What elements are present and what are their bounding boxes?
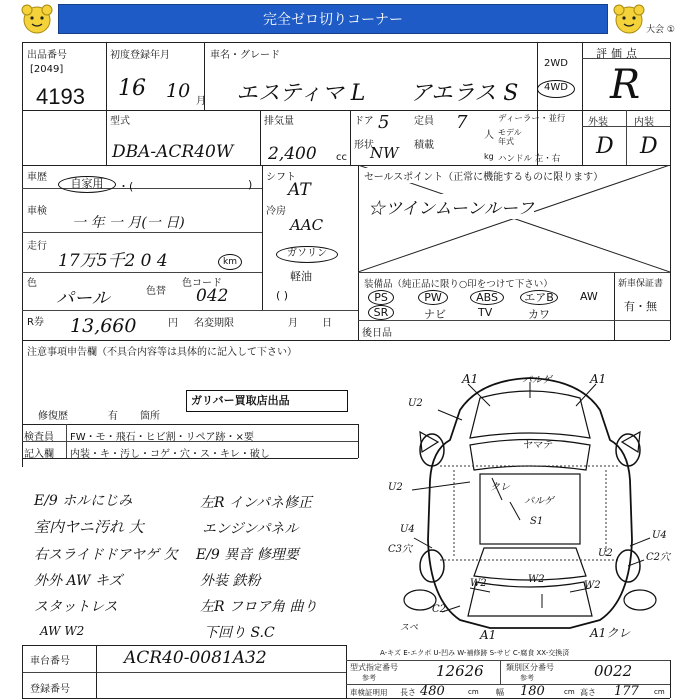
- load-label: 積載: [414, 140, 434, 151]
- mark-u2-left: U2: [388, 482, 403, 493]
- history-value: 自家用: [58, 176, 116, 193]
- history-rest: ・(: [118, 180, 134, 193]
- note-left-3: 右スライドドアヤゲ 欠: [34, 547, 178, 563]
- shift-value: AT: [288, 180, 311, 200]
- height-label: 高さ: [580, 688, 596, 697]
- mark-w2-left: W2: [470, 578, 487, 589]
- color-change-label: 色替: [146, 286, 166, 297]
- interior-label: 内装: [634, 117, 654, 128]
- body-label: 形状: [354, 140, 374, 151]
- sales-point-label: セールスポイント（正常に機能するものに限ります）: [364, 168, 603, 183]
- chassis-value: ACR40-0081A32: [124, 648, 267, 668]
- repair-unit: 箇所: [140, 411, 160, 422]
- mark-u2-right: U2: [598, 548, 613, 559]
- repair-label: 修復歴: [38, 411, 68, 422]
- color-label: 色: [27, 278, 37, 289]
- chassis-label: 車台番号: [30, 656, 70, 667]
- mark-u4-left: U4: [400, 524, 415, 535]
- handle-label: ハンドル 左・右: [498, 154, 561, 164]
- kg-unit: kg: [484, 152, 494, 161]
- name-change-month: 月: [288, 318, 298, 329]
- cert-label: 車検証明用: [350, 688, 388, 697]
- recycle-label: R券: [27, 317, 44, 328]
- mark-c3-hole: C3穴: [388, 544, 413, 555]
- fuel-gasoline: ガソリン: [276, 246, 338, 263]
- first-reg-month: 10: [166, 80, 191, 102]
- category-label: 類別区分番号: [506, 663, 554, 672]
- sales-point-value: ☆ツインムーンルーフ: [368, 194, 534, 219]
- lot-sub: [2049]: [30, 64, 64, 75]
- repair-value: 有: [108, 411, 118, 422]
- note-left-1: E/9 ホルにじみ: [34, 493, 133, 509]
- name-change-label: 名変期限: [194, 318, 234, 329]
- first-reg-year: 16: [118, 76, 146, 101]
- notes-label: 注意事項申告欄（不具合内容等は具体的に記入して下さい）: [27, 347, 297, 358]
- gulliver-stamp: ガリバー買取店出品: [186, 390, 348, 412]
- mileage-unit: km: [218, 254, 242, 270]
- mascot-right-icon: [610, 2, 648, 36]
- writer-label: 記入欄: [24, 449, 54, 460]
- equipment-label: 装備品（純正品に限り○印をつけて下さい）: [364, 279, 553, 290]
- banner-title: 完全ゼロ切りコーナー: [58, 4, 608, 34]
- score-label: 評価点: [596, 47, 641, 60]
- shift-label: シフト: [266, 172, 296, 183]
- width-value: 180: [520, 684, 545, 699]
- type-designation-value: 12626: [436, 662, 484, 680]
- mark-palge-front: パルゲ: [522, 375, 552, 386]
- color-value: パール: [56, 288, 110, 309]
- note-right-6: 下回り S.C: [204, 625, 275, 641]
- yen-unit: 円: [168, 318, 178, 329]
- drive-4wd: 4WD: [537, 80, 575, 98]
- width-label: 幅: [496, 688, 504, 697]
- color-code: 042: [196, 286, 229, 306]
- note-left-2: 室内ヤニ汚れ 大: [34, 518, 144, 536]
- mark-w2-right: W2: [584, 580, 601, 591]
- exterior-grade: D: [596, 134, 614, 159]
- inspector-label: 検査員: [24, 432, 54, 443]
- mark-c2-hole: C2穴: [646, 552, 671, 563]
- mark-a1-front-left: A1: [462, 372, 479, 386]
- drive-2wd: 2WD: [544, 58, 568, 69]
- length-value: 480: [420, 684, 445, 699]
- capacity-label: 定員: [414, 116, 434, 127]
- mark-u2-hood: U2: [408, 398, 423, 409]
- note-left-6: AW W2: [40, 624, 85, 638]
- mileage-label: 走行: [27, 241, 47, 252]
- height-value: 177: [614, 684, 639, 699]
- corner-mark: 大会 ①: [646, 25, 675, 35]
- reg-label: 登録番号: [30, 684, 70, 695]
- name-change-day: 日: [322, 318, 332, 329]
- mark-kure-roof: クレ: [490, 482, 510, 493]
- length-label: 長さ: [400, 688, 416, 697]
- body-value: NW: [370, 144, 399, 162]
- equip-navi: ナビ: [424, 308, 446, 321]
- equip-airbag: エアB: [520, 290, 558, 305]
- inspect-row1: FW・モ・飛石・ヒビ割・リペア跡・×要: [70, 432, 254, 443]
- category-ref-label: 参考: [520, 674, 534, 682]
- interior-grade: D: [640, 134, 658, 159]
- doors-label: ドア: [354, 116, 374, 127]
- mark-a1-rear-right: A1クレ: [590, 626, 631, 640]
- note-left-5: スタットレス: [34, 599, 118, 615]
- displacement-label: 排気量: [264, 116, 294, 127]
- model-label: 型式: [110, 116, 130, 127]
- mascot-left-icon: [18, 2, 56, 36]
- dealer-label: ディーラー・並行: [498, 114, 566, 124]
- mark-s1: S1: [530, 516, 544, 527]
- note-left-4: 外外 AW キズ: [34, 573, 123, 589]
- lot-label: 出品番号: [27, 50, 67, 61]
- diagram-legend: A-キズ E-エクボ U-凹み W-補修跡 S-サビ C-腐食 XX-交換済: [380, 649, 570, 657]
- warranty-value: 有・無: [624, 300, 657, 313]
- mark-yamate: ヤマテ: [522, 440, 552, 451]
- mark-a1-front-right: A1: [590, 372, 607, 386]
- month-suffix: 月: [196, 96, 206, 107]
- color-code-label: 色コード: [182, 278, 222, 289]
- width-unit: cm: [564, 688, 575, 696]
- inspection-label: 車検: [27, 206, 47, 217]
- inspection-value: 一 年 一 月(一 日): [72, 215, 185, 231]
- history-close: ): [248, 178, 253, 191]
- mileage-value: 17万5千2 0 4: [58, 251, 168, 271]
- note-right-5: 左R フロア角 曲り: [200, 599, 318, 615]
- height-unit: cm: [654, 688, 665, 696]
- name-label: 車名・グレード: [210, 50, 280, 61]
- note-right-3: E/9 異音 修理要: [196, 547, 299, 563]
- doors-value: 5: [378, 112, 390, 133]
- fuel-diesel: 軽油: [290, 270, 312, 283]
- cc-unit: cc: [336, 152, 347, 163]
- mark-palge-roof: パルゲ: [524, 496, 554, 507]
- lot-number: 4193: [36, 84, 85, 109]
- equip-tv: TV: [478, 306, 493, 319]
- rear-seat-label: 後日品: [362, 328, 392, 339]
- mark-c2: C2: [432, 604, 447, 615]
- car-name: エスティマ L: [236, 81, 366, 106]
- score-value: R: [610, 62, 641, 108]
- person-unit: 人: [484, 130, 494, 141]
- first-reg-label: 初度登録年月: [110, 50, 170, 61]
- mark-spe: スペ: [400, 623, 419, 633]
- inspect-row2: 内装・キ・汚し・コゲ・穴・ス・キレ・破し: [70, 449, 270, 460]
- ac-label: 冷房: [266, 206, 286, 217]
- model-code: DBA-ACR40W: [112, 142, 234, 162]
- mark-u4-right: U4: [652, 530, 667, 541]
- fuel-other: ( ): [276, 289, 289, 302]
- recycle-value: 13,660: [70, 315, 137, 337]
- mark-a1-rear-left: A1: [480, 628, 497, 642]
- length-unit: cm: [468, 688, 479, 696]
- note-right-4: 外装 鉄粉: [200, 573, 261, 589]
- note-right-1: 左R インパネ修正: [200, 495, 313, 511]
- type-designation-label: 型式指定番号: [350, 663, 398, 672]
- ac-value: AAC: [290, 216, 324, 234]
- warranty-label: 新車保証書: [618, 279, 664, 289]
- equip-sr: SR: [368, 305, 394, 320]
- note-right-2: エンジンパネル: [202, 521, 299, 537]
- equip-abs: ABS: [470, 290, 504, 305]
- grade: アエラス S: [410, 81, 519, 106]
- type-ref-label: 参考: [362, 674, 376, 682]
- equip-aw: AW: [580, 290, 598, 303]
- mark-w2-center: W2: [528, 574, 545, 585]
- capacity-value: 7: [456, 112, 468, 133]
- equip-pw: PW: [418, 290, 448, 305]
- displacement-value: 2,400: [268, 144, 317, 164]
- exterior-label: 外装: [588, 117, 608, 128]
- equip-leather: カワ: [528, 308, 550, 321]
- history-label: 車歴: [27, 172, 47, 183]
- model-year-label: モデル年式: [498, 128, 522, 146]
- equip-ps: PS: [368, 290, 394, 305]
- category-value: 0022: [594, 662, 633, 680]
